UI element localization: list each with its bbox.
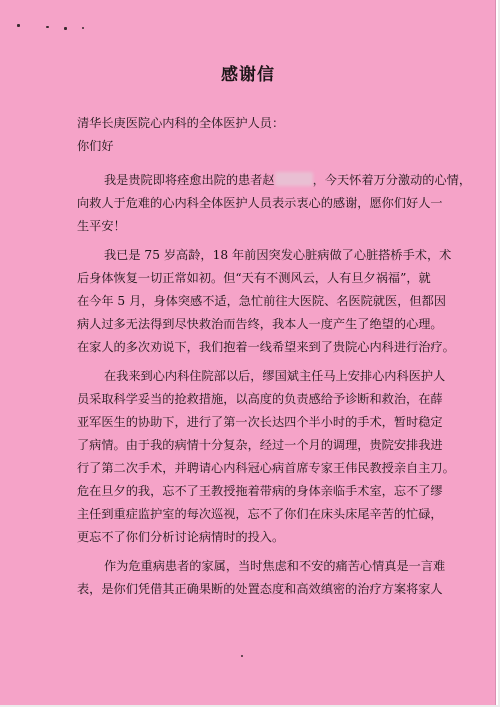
ink-speck [46,26,49,28]
greeting: 你们好 [77,139,114,153]
ink-speck [82,27,84,29]
body-line-text: ，今天怀着万分激动的心情， [312,173,472,187]
body-line: 向救人于危难的心内科全体医护人员表示衷心的感谢，愿你们好人一 [77,196,443,210]
salutation: 清华长庚医院心内科的全体医护人员： [77,116,285,130]
redacted-name [275,172,313,186]
body-line: 亚军医生的协助下，进行了第一次长达四个半小时的手术，暂时稳定 [77,415,443,429]
ink-speck [17,24,20,27]
body-line: 病人过多无法得到尽快救治而告终，我本人一度产生了绝望的心理。 [77,317,443,331]
body-line: 主任到重症监护室的每次巡视，忘不了你们在床头床尾辛苦的忙碌， [77,507,443,521]
body-line: 在家人的多次劝说下，我们抱着一线希望来到了贵院心内科进行治疗。 [77,340,455,354]
body-line: 生平安！ [77,219,126,233]
body-line: 危在旦夕的我，忘不了王教授拖着带病的身体亲临手术室，忘不了缪 [77,484,443,498]
body-line: 更忘不了你们分析讨论病情时的投入。 [77,530,285,544]
body-line: 行了第二次手术，并聘请心内科冠心病首席专家王伟民教授亲自主刀。 [77,461,455,475]
ink-speck [64,27,67,30]
body-line: 后身体恢复一切正常如初。但“天有不测风云，人有旦夕祸福”，就 [77,271,431,285]
body-line: 了病情。由于我的病情十分复杂，经过一个月的调理，贵院安排我进 [77,438,443,452]
body-line: 在我来到心内科住院部以后，缪国斌主任马上安排心内科医护人 [104,369,446,383]
body-line: 员采取科学妥当的抢救措施，以高度的负责感给予诊断和救治，在薛 [77,392,443,406]
body-line: 我已是 75 岁高龄，18 年前因突发心脏病做了心脏搭桥手术，术 [104,248,452,262]
body-line [104,171,471,189]
body-line: 在今年 5 月，身体突感不适，急忙前往大医院、名医院就医，但都因 [77,294,446,308]
body-line-text: 我是贵院即将痊愈出院的患者赵 [104,173,275,187]
body-line: 表，是你们凭借其正确果断的处置态度和高效缜密的治疗方案将家人 [77,582,443,596]
letter-title: 感谢信 [221,65,275,85]
body-line: 作为危重病患者的家属，当时焦虑和不安的痛苦心情真是一言难 [104,559,446,573]
ink-speck [241,655,243,657]
